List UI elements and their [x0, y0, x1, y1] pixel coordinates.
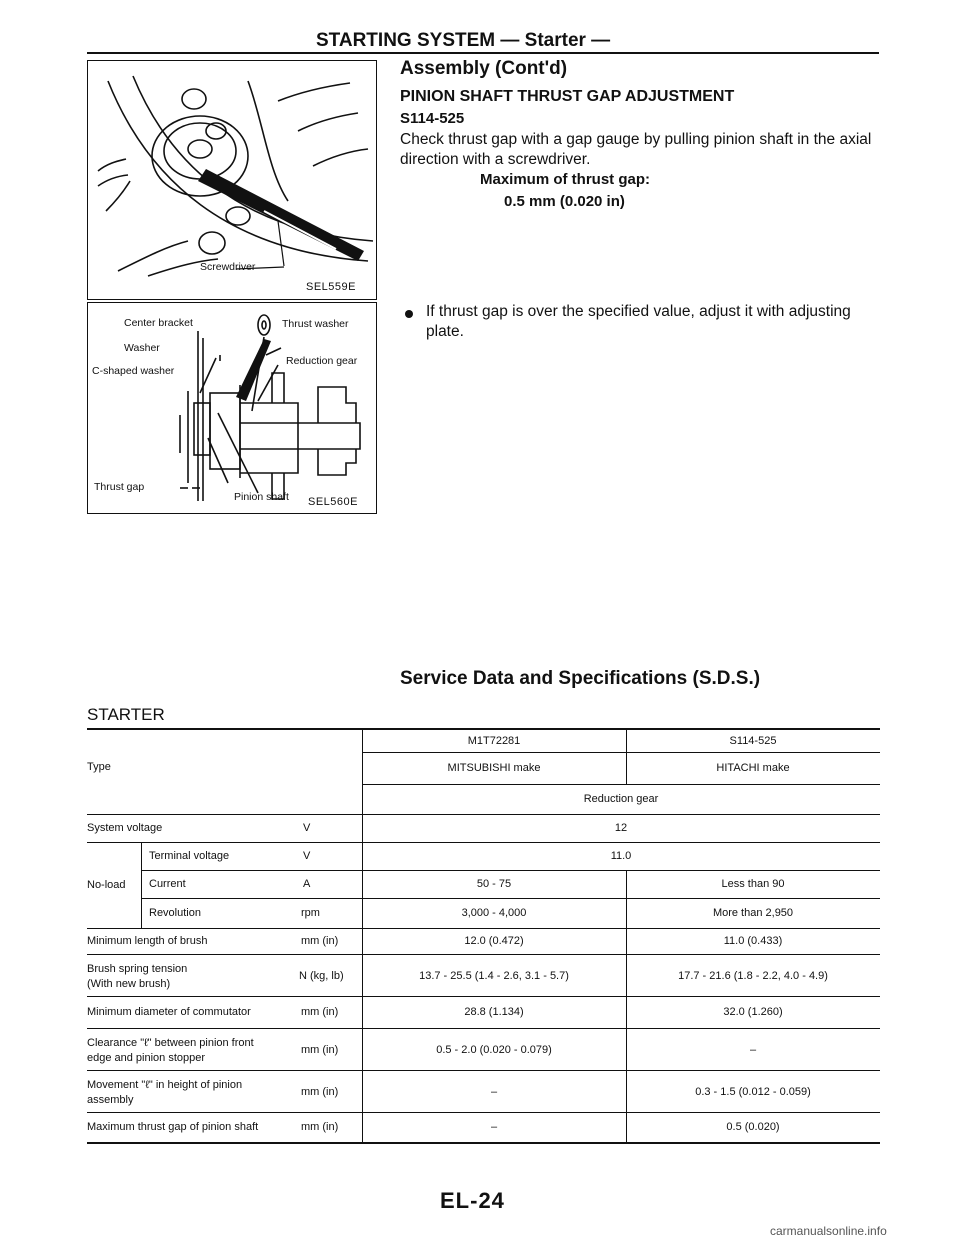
- row-unit: mm (in): [301, 1121, 339, 1133]
- row-value: –: [749, 1044, 757, 1056]
- row-value: 12: [614, 822, 628, 834]
- label-thrust-washer: Thrust washer: [282, 318, 349, 330]
- table-rule: [141, 898, 880, 899]
- row-value: 3,000 - 4,000: [461, 907, 527, 919]
- watermark: carmanualsonline.info: [770, 1224, 887, 1238]
- row-value: 50 - 75: [476, 878, 512, 890]
- row-label: Minimum diameter of commutator: [87, 1006, 251, 1018]
- col1-make: MITSUBISHI make: [447, 762, 541, 774]
- assembly-title: Assembly (Cont'd): [400, 58, 568, 79]
- table-divider: [626, 870, 627, 1142]
- label-screwdriver: Screwdriver: [200, 261, 256, 273]
- table-rule: [87, 814, 880, 815]
- row-value: 0.3 - 1.5 (0.012 - 0.059): [695, 1086, 811, 1098]
- bullet-icon: [405, 310, 413, 318]
- row-value: 28.8 (1.134): [464, 1006, 524, 1018]
- row-value: 0.5 - 2.0 (0.020 - 0.079): [436, 1044, 552, 1056]
- label-washer: Washer: [124, 342, 160, 354]
- table-rule: [87, 996, 880, 997]
- figure1-code: SEL559E: [306, 281, 356, 293]
- label-c-shaped-washer: C-shaped washer: [92, 365, 175, 377]
- page-header-title: STARTING SYSTEM — Starter —: [316, 30, 611, 51]
- figure2-code: SEL560E: [308, 496, 358, 508]
- table-divider: [141, 842, 142, 928]
- max-gap-label: Maximum of thrust gap:: [480, 171, 651, 188]
- adjust-instruction: If thrust gap is over the specified value, adjust it with adjusting plate.: [426, 303, 851, 340]
- row-value: –: [490, 1121, 498, 1133]
- row-value: –: [490, 1086, 498, 1098]
- no-load-label: No-load: [87, 879, 126, 891]
- table-rule: [87, 928, 880, 929]
- sds-table: [87, 728, 880, 1144]
- figure-screwdriver: [87, 60, 377, 300]
- label-thrust-gap: Thrust gap: [94, 481, 145, 493]
- row-value: 0.5 (0.020): [726, 1121, 780, 1133]
- row-value: 12.0 (0.472): [464, 935, 524, 947]
- table-rule: [87, 1070, 880, 1071]
- row-unit: mm (in): [301, 1086, 339, 1098]
- row-label: Revolution: [149, 907, 201, 919]
- row-label: Current: [149, 878, 186, 890]
- table-divider: [362, 730, 363, 1142]
- table-rule: [87, 954, 880, 955]
- row-unit: mm (in): [301, 935, 339, 947]
- type-label: Type: [87, 761, 111, 773]
- row-value: 13.7 - 25.5 (1.4 - 2.6, 3.1 - 5.7): [419, 970, 569, 982]
- row-value: 11.0: [610, 850, 632, 862]
- label-pinion-shaft: Pinion shaft: [234, 491, 289, 503]
- table-rule: [362, 784, 880, 785]
- table-divider: [626, 730, 627, 784]
- label-reduction-gear: Reduction gear: [286, 355, 358, 367]
- type-common: Reduction gear: [583, 793, 659, 805]
- row-value: More than 2,950: [712, 907, 794, 919]
- row-value: 32.0 (1.260): [723, 1006, 783, 1018]
- pinion-instruction: Check thrust gap with a gap gauge by pulling pinion shaft in the axial direction with a screwdriver.: [400, 131, 872, 168]
- figure-thrust-gap: [87, 302, 377, 514]
- row-unit: mm (in): [301, 1044, 339, 1056]
- table-rule: [87, 842, 880, 843]
- table-top-rule: [87, 728, 880, 730]
- label-center-bracket: Center bracket: [124, 317, 193, 329]
- page-number: EL-24: [440, 1188, 505, 1213]
- table-rule: [87, 1028, 880, 1029]
- row-label: edge and pinion stopper: [87, 1052, 206, 1064]
- row-label: Clearance "ℓ" between pinion front: [87, 1037, 254, 1049]
- pinion-model: S114-525: [400, 110, 465, 127]
- row-label: Maximum thrust gap of pinion shaft: [87, 1121, 259, 1133]
- row-value: 11.0 (0.433): [723, 935, 783, 947]
- row-label: Movement "ℓ" in height of pinion: [87, 1079, 243, 1091]
- row-unit: V: [303, 850, 311, 862]
- row-label: Minimum length of brush: [87, 935, 208, 947]
- row-label: (With new brush): [87, 978, 171, 990]
- pinion-heading: PINION SHAFT THRUST GAP ADJUSTMENT: [400, 88, 735, 105]
- row-unit: A: [303, 878, 311, 890]
- row-unit: V: [303, 822, 311, 834]
- max-gap-value: 0.5 mm (0.020 in): [504, 193, 625, 210]
- col1-model: M1T72281: [467, 735, 521, 747]
- table-rule: [141, 870, 880, 871]
- col2-make: HITACHI make: [716, 762, 790, 774]
- row-label: System voltage: [87, 822, 163, 834]
- sds-title: Service Data and Specifications (S.D.S.): [400, 668, 761, 689]
- row-unit: rpm: [301, 907, 320, 919]
- table-bottom-rule: [87, 1142, 880, 1144]
- header-rule: [87, 52, 879, 54]
- table-rule: [362, 752, 880, 753]
- table-rule: [87, 1112, 880, 1113]
- col2-model: S114-525: [729, 735, 777, 747]
- row-value: Less than 90: [721, 878, 785, 890]
- starter-title: STARTER: [87, 705, 165, 724]
- row-label: Terminal voltage: [149, 850, 230, 862]
- row-label: Brush spring tension: [87, 963, 188, 975]
- row-unit: mm (in): [301, 1006, 339, 1018]
- row-label: assembly: [87, 1094, 134, 1106]
- row-value: 17.7 - 21.6 (1.8 - 2.2, 4.0 - 4.9): [678, 970, 828, 982]
- row-unit: N (kg, lb): [299, 970, 344, 982]
